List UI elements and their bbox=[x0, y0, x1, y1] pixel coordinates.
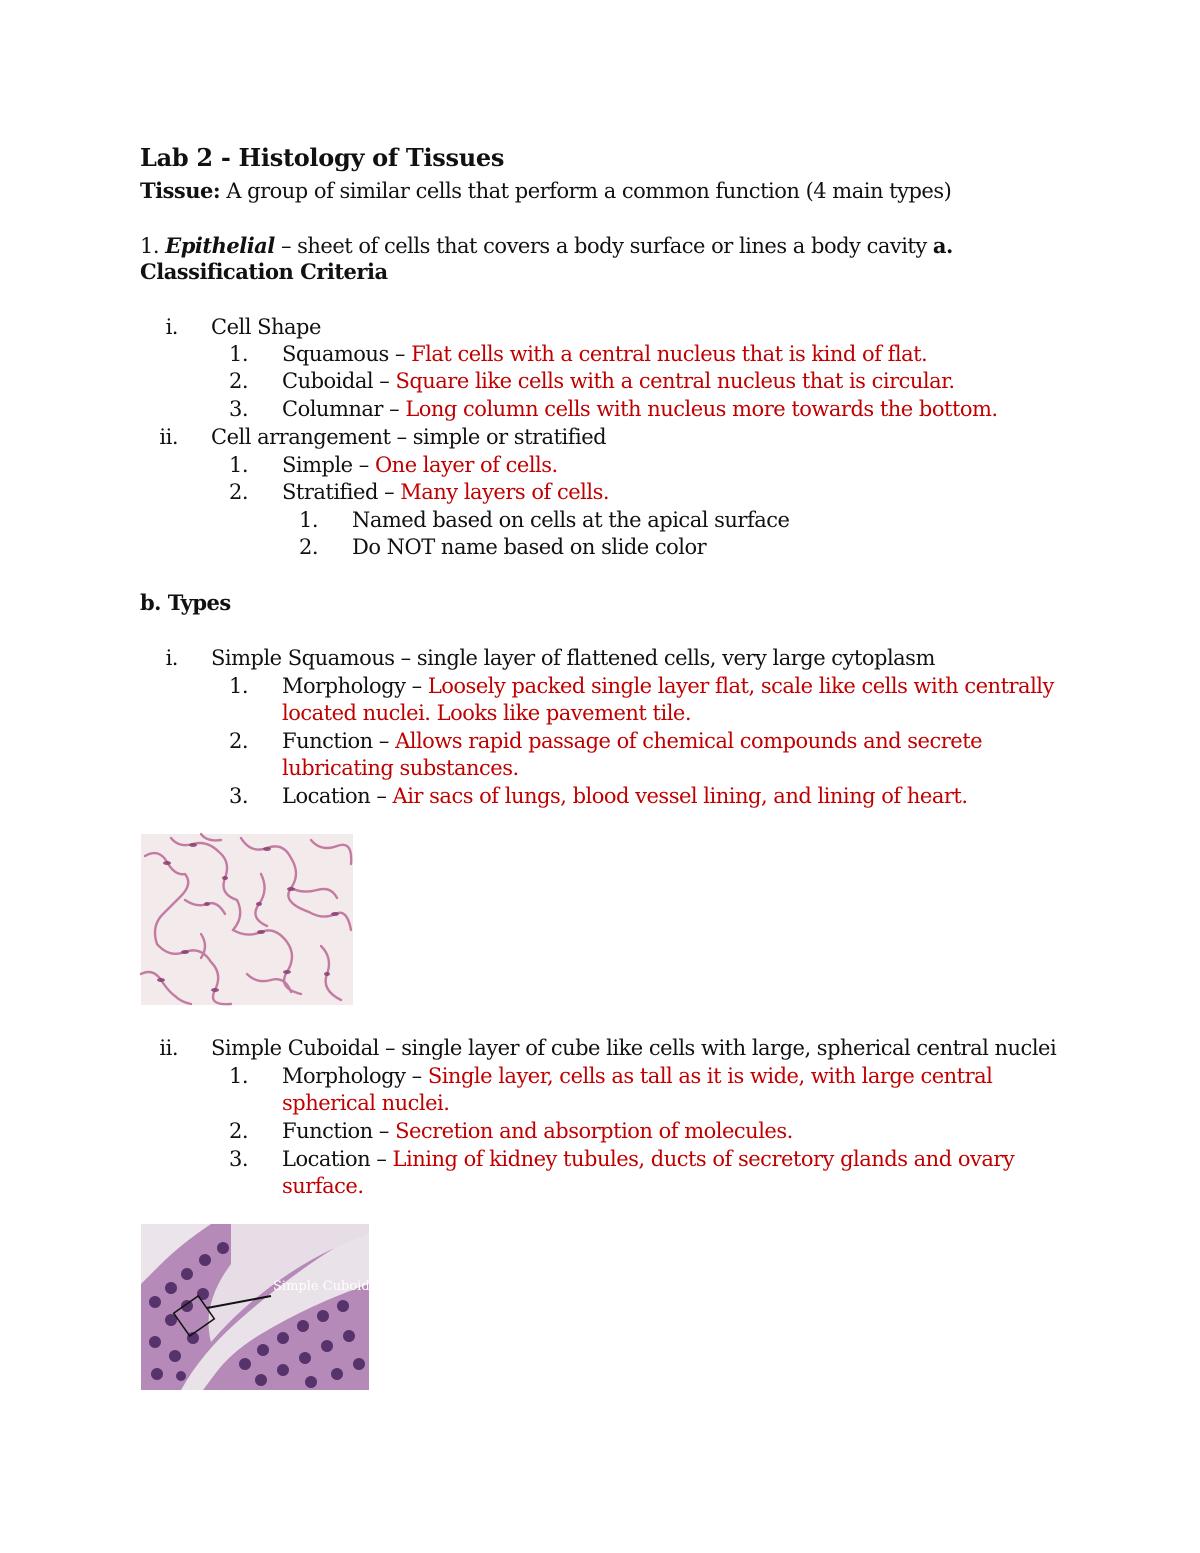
list-number: ii. bbox=[159, 1036, 178, 1060]
criteria-heading-text: Classification Criteria bbox=[140, 259, 388, 284]
item-label: Morphology – bbox=[282, 1064, 428, 1088]
epithelial-line bbox=[140, 233, 953, 259]
cuboidal-tissue-image bbox=[141, 1224, 458, 1390]
list-number: i. bbox=[165, 646, 178, 670]
simple-squamous-text: Simple Squamous – single layer of flattened cells, very large cytoplasm bbox=[211, 646, 935, 670]
item-label: Morphology – bbox=[282, 674, 428, 698]
item-note: Flat cells with a central nucleus that is kind of flat. bbox=[411, 342, 928, 366]
note-text: Named based on cells at the apical surface bbox=[352, 508, 790, 532]
item-label: Function – bbox=[282, 1119, 396, 1143]
item-label: Function – bbox=[282, 729, 396, 753]
item-label: Columnar – bbox=[282, 397, 406, 421]
list-number: 1. bbox=[228, 674, 248, 698]
cell-arrangement-text: Cell arrangement – simple or stratified bbox=[211, 425, 607, 449]
list-number: 2. bbox=[228, 1119, 248, 1143]
epithelial-term: Epithelial bbox=[165, 233, 275, 258]
simple-cuboidal-text: Simple Cuboidal – single layer of cube like cells with large, spherical central nuclei bbox=[211, 1036, 1057, 1060]
types-heading-text: b. Types bbox=[140, 590, 231, 615]
squamous-tissue-image bbox=[141, 834, 353, 1005]
list-number: 3. bbox=[228, 1147, 248, 1171]
note-text: Do NOT name based on slide color bbox=[352, 535, 707, 559]
list-number: 1. bbox=[228, 342, 248, 366]
simple-cuboidal-micrograph bbox=[141, 1224, 458, 1390]
list-number: 1. bbox=[228, 453, 248, 477]
squamous-morphology-cont: located nuclei. Looks like pavement tile. bbox=[282, 701, 692, 725]
list-number: 1. bbox=[228, 1064, 248, 1088]
list-number: ii. bbox=[159, 425, 178, 449]
list-number: 3. bbox=[228, 784, 248, 808]
item-note: Loosely packed single layer flat, scale like cells with centrally bbox=[427, 674, 1054, 698]
simple-squamous-micrograph bbox=[141, 834, 353, 1005]
criteria-heading bbox=[140, 259, 388, 285]
page-title: Lab 2 - Histology of Tissues bbox=[140, 143, 505, 172]
item-note: Square like cells with a central nucleus that is circular. bbox=[395, 369, 955, 393]
item-label: Location – bbox=[282, 784, 393, 808]
types-heading bbox=[140, 590, 231, 616]
item-label: Simple – bbox=[282, 453, 375, 477]
list-number: i. bbox=[165, 315, 178, 339]
item-note: Secretion and absorption of molecules. bbox=[395, 1119, 793, 1143]
item-label: Stratified – bbox=[282, 480, 401, 504]
list-number: 1. bbox=[298, 508, 318, 532]
item-label: Squamous – bbox=[282, 342, 412, 366]
item-note: Air sacs of lungs, blood vessel lining, and lining of heart. bbox=[392, 784, 968, 808]
item-label: Location – bbox=[282, 1147, 393, 1171]
epithelial-sub-a: a. bbox=[932, 233, 953, 258]
list-number: 2. bbox=[228, 729, 248, 753]
item-note: Allows rapid passage of chemical compounds and secrete bbox=[395, 729, 983, 753]
item-note: One layer of cells. bbox=[374, 453, 558, 477]
list-number: 2. bbox=[228, 480, 248, 504]
list-number: 3. bbox=[228, 397, 248, 421]
tissue-label: Tissue: bbox=[140, 178, 221, 203]
item-note: Lining of kidney tubules, ducts of secretory glands and ovary bbox=[392, 1147, 1015, 1171]
cuboidal-location-cont: surface. bbox=[282, 1174, 364, 1198]
list-number: 2. bbox=[228, 369, 248, 393]
cuboidal-morphology-cont: spherical nuclei. bbox=[282, 1091, 450, 1115]
list-number: 2. bbox=[298, 535, 318, 559]
tissue-text: A group of similar cells that perform a common function (4 main types) bbox=[220, 179, 952, 203]
item-note: Single layer, cells as tall as it is wide, with large central bbox=[427, 1064, 993, 1088]
epithelial-number: 1. bbox=[140, 234, 160, 258]
squamous-function-cont: lubricating substances. bbox=[282, 756, 519, 780]
cell-shape-text: Cell Shape bbox=[211, 315, 321, 339]
micrograph-caption: Simple Cuboidal Epithelium bbox=[273, 1279, 458, 1294]
tissue-definition bbox=[140, 178, 951, 204]
item-note: Many layers of cells. bbox=[400, 480, 610, 504]
item-label: Cuboidal – bbox=[282, 369, 396, 393]
item-note: Long column cells with nucleus more towards the bottom. bbox=[405, 397, 998, 421]
epithelial-desc: – sheet of cells that covers a body surface or lines a body cavity bbox=[274, 234, 933, 258]
